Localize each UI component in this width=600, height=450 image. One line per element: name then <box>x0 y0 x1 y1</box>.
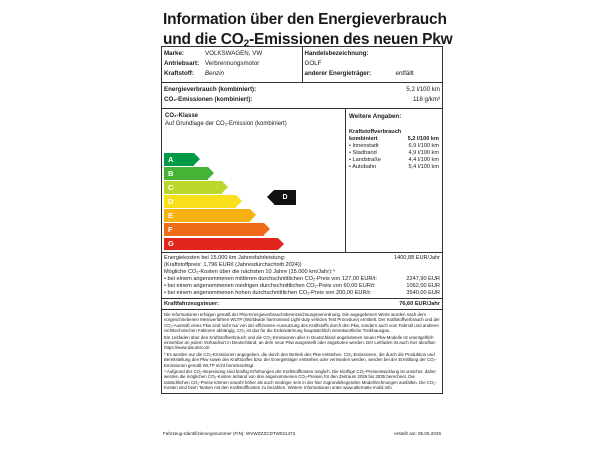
fuel-consumption-row-value: 4,4 l/100 km <box>408 157 439 163</box>
brand-label: Marke: <box>164 50 184 57</box>
note-paragraph: ⁴ Aufgrund der CO₂-Bepreisung sind künftig Erhöhungen der Kraftstoffkosten möglich. Die künftige CO₂-Preisentwicklung ist unsicher, daher werden die möglichen CO₂-Kosten anhand von drei angenommenen CO₂-Preisen für den Zeitraum 2026 bis 2035 berechnet. Die tatsächlichen CO₂-Preise können sowohl höher als auch niedriger sein in der hier zugrundeliegenden Modellrechnungen ausfallen. Die CO₂-Kosten sind beim Tanken mit den Kraftstoffkosten zu bezahlen. Weitere Informationen unter www.alternativ-mobil.info <box>164 369 437 391</box>
co2-class-heading: CO₂-Klasse <box>165 113 199 119</box>
fuel-consumption-heading: Kraftstoffverbrauch <box>349 129 402 135</box>
consumption-summary <box>162 83 442 109</box>
further-info-heading: Weitere Angaben: <box>349 113 402 120</box>
tax-value: 76,60 EUR/Jahr <box>399 301 440 307</box>
legal-notes <box>162 310 442 393</box>
co2-emissions-value: 118 g/km³ <box>412 96 440 103</box>
fuel-consumption-row-label: • Stadtrand <box>349 150 377 156</box>
co2-class-subheading: Auf Grundlage der CO₂-Emission (kombiniert) <box>165 121 287 127</box>
tax-section <box>162 299 442 310</box>
note-paragraph: Ein Leitfaden über den Kraftstoffverbrauch und die CO₂-Emissionen aller in Deutschland angebotenen neuen Pkw-Modelle ist unentgeltlich einsehbar an jedem Verkaufsort in Deutschland, an dem neue Pkw ausgestellt oder angeboten werden. Der Leitfaden ist auch hier abrufbar: https://www.dat.de/co2/. <box>164 334 437 351</box>
vin-text: Fahrzeug-Identifizierungsnummer (FIN): WVWZZZCDTW021474 <box>163 431 296 436</box>
fuel-consumption-row-label: • Innenstadt <box>349 143 379 149</box>
co2-cost-row <box>164 290 440 297</box>
co2-class-bar-f: F <box>164 223 264 236</box>
footer <box>163 431 441 436</box>
co2-class-scale <box>164 153 278 252</box>
fuel-consumption-row <box>349 157 439 164</box>
fuel-consumption-row-label: kombiniert <box>349 136 378 142</box>
fuel-consumption-row <box>349 136 439 143</box>
co2-cost-list <box>164 276 440 297</box>
note-paragraph: Die Informationen erfolgen gemäß der Pkw-Energieverbrauchskennzeichnungsverordnung. Die angegebenen Werte wurden nach dem vorgeschriebenen Messverfahren WLTP (Worldwide harmonised Light-duty vehicles Test Procedure) ermittelt. Der Kraftstoffverbrauch und der CO₂-Ausstoß eines Pkw sind nicht nur von der effizienten Ausnutzung des Kraftstoffs durch den Pkw, sondern auch vom Fahrstil und anderen nichttechnischen Faktoren abhängig. CO₂ ist das für die Erderwärmung hauptsächlich verantwortliche Treibhausgas. <box>164 312 440 334</box>
co2-cost-row-label: • bei einem angenommenen mittleren durchschnittlichen CO₂-Preis von 127,00 EUR/t: <box>164 276 378 282</box>
co2-cost-row-value: 3540,00 EUR <box>406 290 440 296</box>
brand-value: VOLKSWAGEN, VW <box>205 50 263 57</box>
other-energy-label: anderer Energieträger: <box>304 70 372 77</box>
fuel-consumption-row <box>349 143 439 150</box>
fuel-consumption-list <box>349 136 439 171</box>
co2-class-bar-b: B <box>164 167 208 180</box>
fuel-value: Benzin <box>205 70 224 77</box>
co2-cost-row-label: • bei einem angenommenen niedrigen durchschnittlichen CO₂-Preis von 60,00 EUR/t: <box>164 283 376 289</box>
co2-emissions-label: CO₂-Emissionen (kombiniert): <box>164 96 253 103</box>
energy-label-card <box>161 46 443 394</box>
trade-name-label: Handelsbezeichnung: <box>304 50 369 57</box>
co2-cost-row-value: 1062,00 EUR <box>406 283 440 289</box>
note-paragraph: ³ Es werden nur die CO₂-Emissionen angegeben, die durch den Betrieb des Pkw entstehen. CO₂-Emissionen, die durch die Produktion und Bereitstellung des Pkw sowie des Kraftstoffes bzw. der Energieträger entstehen oder vermieden werden, werden bei der Ermittlung der CO₂-Emissionen gemäß WLTP nicht berücksichtigt. <box>164 351 437 368</box>
vehicle-info <box>162 47 442 83</box>
fuel-consumption-row <box>349 164 439 171</box>
fuel-consumption-row-label: • Autobahn <box>349 164 377 170</box>
co2-class-section <box>162 109 442 253</box>
co2-cost-row <box>164 276 440 283</box>
co2-cost-row-label: • bei einem angenommenen hohen durchschnittlichen CO₂-Preis von 200,00 EUR/t: <box>164 290 372 296</box>
fuel-price-note: (Kraftstoffpreis: 1,796 EUR/l (Jahresdurchschnitt 2024)) <box>164 262 302 268</box>
co2-class-bar-c: C <box>164 181 222 194</box>
co2-cost-heading: Mögliche CO₂-Kosten über die nächsten 10 Jahre (15.000 km/Jahr):⁴ <box>164 269 335 275</box>
fuel-consumption-row <box>349 150 439 157</box>
cost-section <box>162 253 442 299</box>
fuel-label: Kraftstoff: <box>164 70 194 77</box>
created-date: erstellt am: 05.05.2026 <box>394 431 441 436</box>
current-class-marker: D <box>274 190 296 205</box>
energy-cost-label: Energiekosten bei 15.000 km Jahresfahrleistung: <box>164 255 286 261</box>
co2-class-bar-e: E <box>164 209 250 222</box>
fuel-consumption-row-value: 5,2 l/100 km <box>407 136 439 142</box>
other-energy-value: entfällt <box>395 70 414 77</box>
co2-cost-row <box>164 283 440 290</box>
co2-class-bar-a: A <box>164 153 194 166</box>
title-line-1: Information über den Energieverbrauch <box>163 11 447 28</box>
fuel-consumption-row-value: 5,4 l/100 km <box>408 164 439 170</box>
co2-class-bar-g: G <box>164 238 278 251</box>
page-title <box>163 10 453 50</box>
co2-cost-row-value: 2247,90 EUR <box>406 276 440 282</box>
fuel-consumption-row-label: • Landstraße <box>349 157 381 163</box>
tax-label: Kraftfahrzeugsteuer: <box>164 301 220 307</box>
further-info <box>345 109 442 252</box>
title-line-2: und die $CO_2$-Emissionen des neuen Pkw <box>163 31 453 50</box>
drive-label: Antriebsart: <box>164 60 200 67</box>
co2-class-bar-d: D <box>164 195 236 208</box>
energy-cost-value: 1400,88 EUR/Jahr <box>393 255 440 261</box>
fuel-consumption-row-value: 4,9 l/100 km <box>408 150 439 156</box>
drive-value: Verbrennungsmotor <box>205 60 260 67</box>
trade-name-value: GOLF <box>304 60 322 67</box>
energy-consumption-value: 5,2 l/100 km <box>406 86 440 93</box>
fuel-consumption-row-value: 6,9 l/100 km <box>408 143 439 149</box>
energy-consumption-label: Energieverbrauch (kombiniert): <box>164 86 257 93</box>
